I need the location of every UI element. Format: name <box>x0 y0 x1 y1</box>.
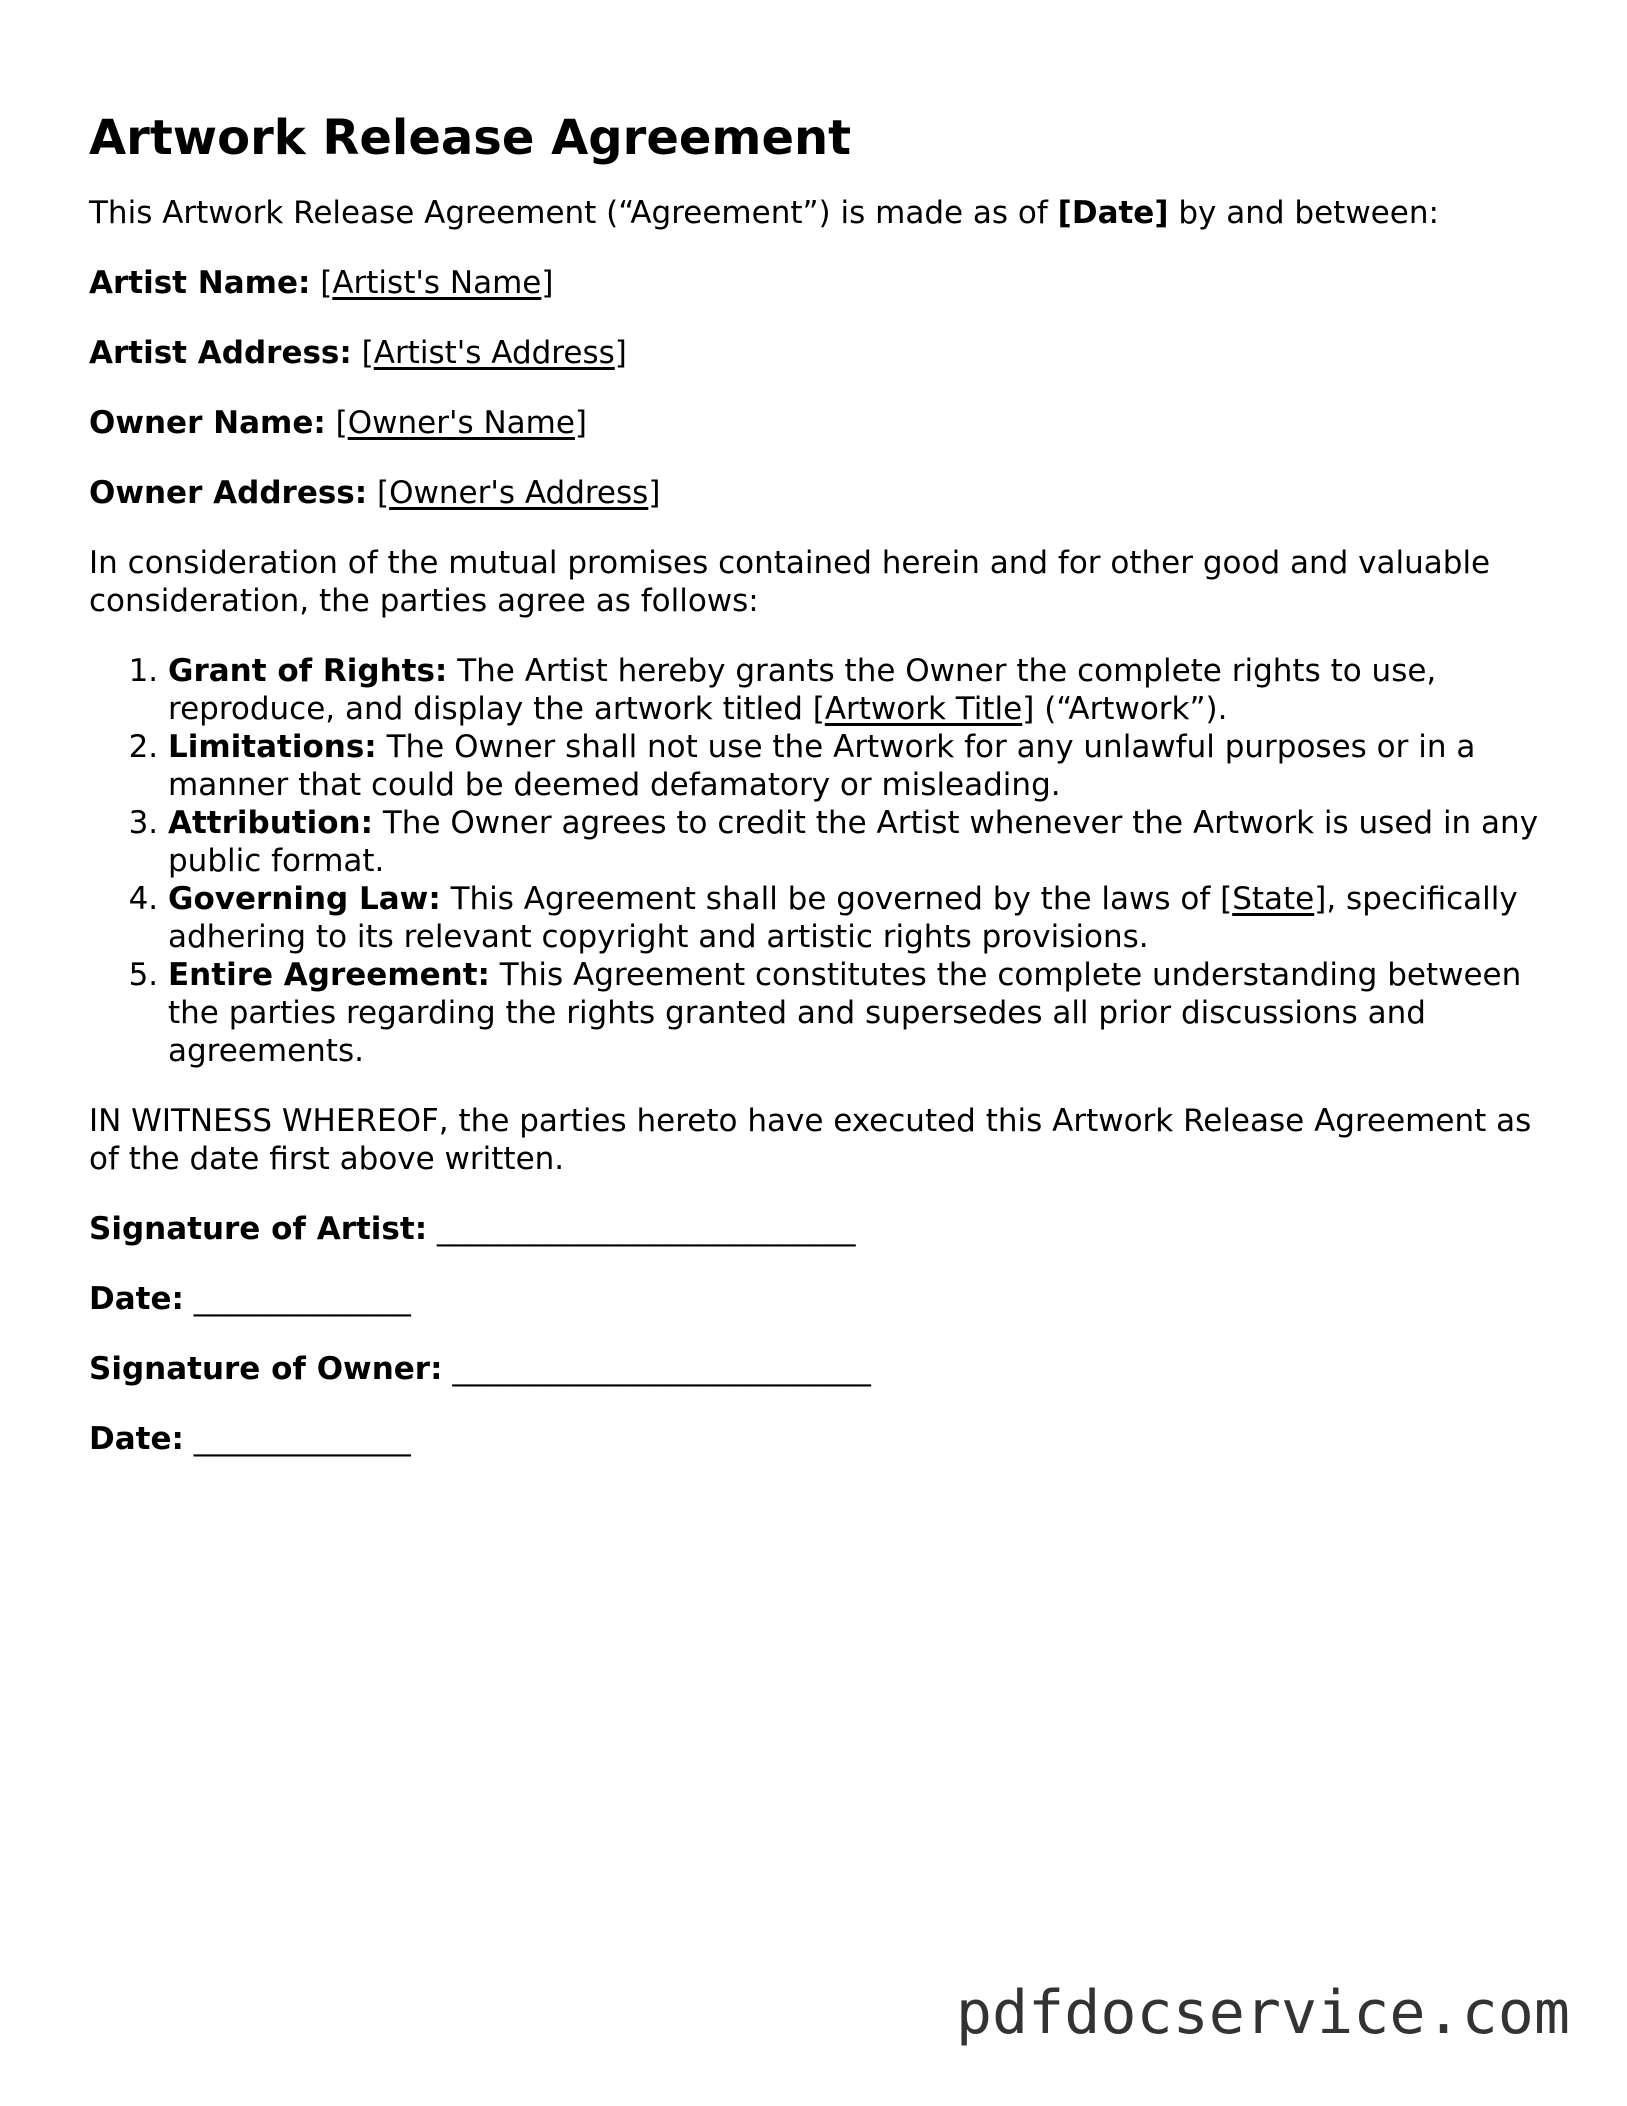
date-artist <box>89 1280 1549 1318</box>
field-placeholder: Owner's Name <box>347 405 575 441</box>
signature-artist <box>89 1210 1549 1248</box>
date-line[interactable]: ______________ <box>193 1421 411 1457</box>
clause-heading: Governing Law: <box>168 881 441 917</box>
clause-heading: Limitations: <box>168 729 377 765</box>
consideration-paragraph: In consideration of the mutual promises contained herein and for other good and valuable consideration, the parties agree as follows: <box>89 545 1491 619</box>
clauses-list <box>89 652 1549 1070</box>
clause-text: The Owner agrees to credit the Artist whenever the Artwork is used in any public format. <box>168 805 1539 879</box>
document-title: Artwork Release Agreement <box>89 110 852 166</box>
clause-text: This Agreement constitutes the complete understanding between the parties regarding the rights granted and supersedes all prior discussions and agreements. <box>168 957 1522 1069</box>
date-label: Date: <box>89 1421 184 1457</box>
signature-label: Signature of Artist: <box>89 1211 428 1247</box>
clause-entire-agreement <box>168 956 1549 1070</box>
intro-paragraph <box>89 194 1549 232</box>
clause-placeholder: State <box>1232 881 1315 917</box>
clause-text: This Agreement shall be governed by the laws of [ <box>440 881 1233 917</box>
field-label: Artist Address: <box>89 335 352 371</box>
field-placeholder: Artist's Address <box>373 335 615 371</box>
field-label: Owner Address: <box>89 475 368 511</box>
signature-owner <box>89 1350 1549 1388</box>
clause-attribution <box>168 804 1549 880</box>
intro-text-after: by and between: <box>1168 195 1439 231</box>
clause-text: The Artist hereby grants the Owner the complete rights to use, reproduce, and display the artwork titled [ <box>168 653 1437 727</box>
field-artist-name: Artist Name: [Artist's Name] <box>89 265 554 301</box>
clause-governing-law <box>168 880 1549 956</box>
clause-placeholder: Artwork Title <box>824 691 1023 727</box>
signature-label: Signature of Owner: <box>89 1351 443 1387</box>
clause-limitations <box>168 728 1549 804</box>
clause-grant-of-rights <box>168 652 1549 728</box>
clause-heading: Entire Agreement: <box>168 957 490 993</box>
witness-paragraph: IN WITNESS WHEREOF, the parties hereto have executed this Artwork Release Agreement as of the date first above written. <box>89 1103 1532 1177</box>
date-line[interactable]: ______________ <box>193 1281 411 1317</box>
document-page <box>89 108 1549 1490</box>
watermark-text: pdfdocservice.com <box>955 1978 1570 2048</box>
signature-line[interactable]: ___________________________ <box>452 1351 871 1387</box>
field-owner-name: Owner Name: [Owner's Name] <box>89 405 588 441</box>
clause-text: The Owner shall not use the Artwork for any unlawful purposes or in a manner that could be deemed defamatory or misleading. <box>168 729 1476 803</box>
field-label: Owner Name: <box>89 405 326 441</box>
clause-text: ] (“Artwork”). <box>1022 691 1228 727</box>
clause-heading: Attribution: <box>168 805 374 841</box>
date-owner <box>89 1420 1549 1458</box>
clause-heading: Grant of Rights: <box>168 653 448 689</box>
field-label: Artist Name: <box>89 265 311 301</box>
intro-text-before: This Artwork Release Agreement (“Agreement”) is made as of <box>89 195 1058 231</box>
intro-date-placeholder: [Date] <box>1057 195 1169 231</box>
field-placeholder: Artist's Name <box>332 265 542 301</box>
date-label: Date: <box>89 1281 184 1317</box>
clause-text: ], specifically adhering to its relevant copyright and artistic rights provisions. <box>168 881 1518 955</box>
field-placeholder: Owner's Address <box>389 475 649 511</box>
signature-line[interactable]: ___________________________ <box>436 1211 856 1247</box>
field-artist-address: Artist Address: [Artist's Address] <box>89 335 627 371</box>
field-owner-address: Owner Address: [Owner's Address] <box>89 475 661 511</box>
